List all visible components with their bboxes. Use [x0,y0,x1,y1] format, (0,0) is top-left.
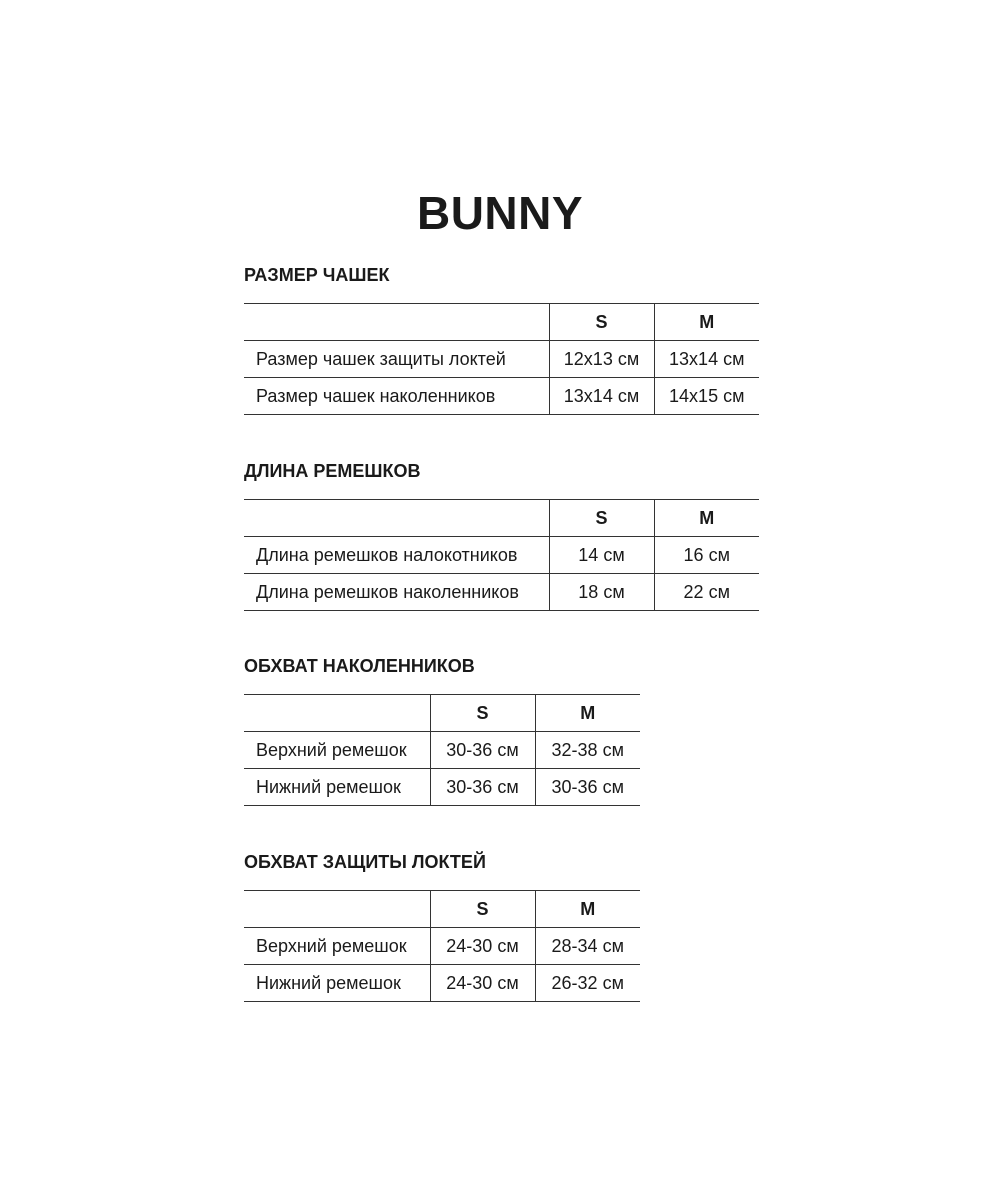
header-size-s: S [430,695,535,732]
cell-size-s: 13x14 см [549,378,654,415]
table-row [244,537,759,574]
row-label: Верхний ремешок [244,732,430,769]
row-label: Нижний ремешок [244,965,430,1002]
table-header-row [244,891,640,928]
section-strap-length [244,460,759,611]
size-table [244,303,759,415]
header-size-m: M [535,891,640,928]
cell-size-m: 22 см [654,574,759,611]
section-heading: ОБХВАТ НАКОЛЕННИКОВ [244,656,475,676]
table-row [244,965,640,1002]
row-label: Размер чашек защиты локтей [244,341,549,378]
header-empty-cell [244,500,549,537]
page-title: BUNNY [416,187,584,239]
cell-size-s: 30-36 см [430,732,535,769]
table-row [244,378,759,415]
cell-size-m: 13x14 см [654,341,759,378]
row-label: Верхний ремешок [244,928,430,965]
cell-size-s: 30-36 см [430,769,535,806]
section-heading: ОБХВАТ ЗАЩИТЫ ЛОКТЕЙ [244,852,486,872]
table-header-row [244,500,759,537]
section-cup-size [244,264,759,415]
header-empty-cell [244,891,430,928]
cell-size-m: 28-34 см [535,928,640,965]
section-elbow-girth [244,851,640,1002]
header-size-m: M [654,304,759,341]
header-size-s: S [549,500,654,537]
header-size-m: M [654,500,759,537]
cell-size-m: 14x15 см [654,378,759,415]
cell-size-s: 12x13 см [549,341,654,378]
table-row [244,574,759,611]
size-table [244,694,640,806]
cell-size-m: 30-36 см [535,769,640,806]
table-row [244,341,759,378]
cell-size-s: 24-30 см [430,965,535,1002]
table-header-row [244,695,640,732]
size-table [244,499,759,611]
section-knee-girth [244,655,640,806]
header-size-s: S [549,304,654,341]
row-label: Нижний ремешок [244,769,430,806]
table-row [244,769,640,806]
row-label: Размер чашек наколенников [244,378,549,415]
header-empty-cell [244,695,430,732]
table-row [244,732,640,769]
section-heading: РАЗМЕР ЧАШЕК [244,265,390,285]
size-table [244,890,640,1002]
cell-size-m: 16 см [654,537,759,574]
cell-size-m: 32-38 см [535,732,640,769]
cell-size-s: 18 см [549,574,654,611]
table-header-row [244,304,759,341]
cell-size-s: 24-30 см [430,928,535,965]
cell-size-s: 14 см [549,537,654,574]
header-empty-cell [244,304,549,341]
row-label: Длина ремешков налокотников [244,537,549,574]
row-label: Длина ремешков наколенников [244,574,549,611]
table-row [244,928,640,965]
header-size-s: S [430,891,535,928]
cell-size-m: 26-32 см [535,965,640,1002]
header-size-m: M [535,695,640,732]
section-heading: ДЛИНА РЕМЕШКОВ [244,461,421,481]
